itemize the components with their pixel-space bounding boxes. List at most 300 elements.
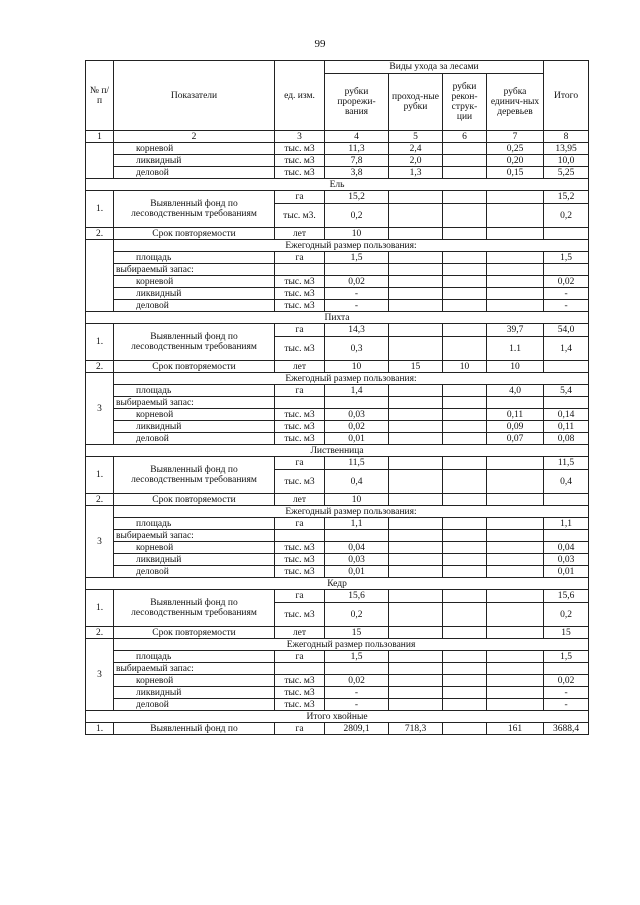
species-heading: Лиственница [86, 445, 589, 457]
unit-cell: га [275, 590, 325, 603]
unit-cell: га [275, 324, 325, 337]
unit-cell: тыс. м3 [275, 603, 325, 627]
page-number: 99 [314, 38, 326, 50]
value-cell: 0,11 [544, 421, 589, 433]
section-heading: Итого хвойные [86, 711, 589, 723]
value-cell: 0,09 [487, 421, 544, 433]
unit-cell: тыс. м3 [275, 143, 325, 155]
value-cell: 0,08 [544, 433, 589, 445]
table-row [86, 385, 589, 397]
empty-cell [544, 264, 589, 276]
value-cell [443, 699, 487, 711]
row-number-cell: 3 [86, 506, 114, 578]
value-cell [389, 288, 443, 300]
table-row [86, 518, 589, 530]
table-row [86, 191, 589, 204]
row-number-cell: 1. [86, 324, 114, 361]
indicator-label: выбираемый запас: [114, 663, 275, 675]
row-number-cell: 3 [86, 373, 114, 445]
value-cell [487, 228, 544, 240]
indicator-label: корневой [114, 409, 275, 421]
table-row [86, 627, 589, 639]
value-cell: - [325, 300, 389, 312]
value-cell: 0,4 [544, 470, 589, 494]
subsection-heading: Ежегодный размер пользования [114, 639, 589, 651]
unit-cell: лет [275, 228, 325, 240]
value-cell: 4,0 [487, 385, 544, 397]
value-cell: 0,04 [325, 542, 389, 554]
value-cell: 0,3 [325, 337, 389, 361]
value-cell: 54,0 [544, 324, 589, 337]
unit-cell: тыс. м3 [275, 699, 325, 711]
value-cell [443, 155, 487, 167]
table-row [86, 373, 589, 385]
indicator-label: Выявленный фонд по [114, 723, 275, 735]
value-cell: 11,5 [325, 457, 389, 470]
unit-cell: лет [275, 361, 325, 373]
unit-cell: га [275, 457, 325, 470]
value-cell: 15,6 [325, 590, 389, 603]
table-row [86, 264, 589, 276]
value-cell [389, 590, 443, 603]
unit-cell: га [275, 723, 325, 735]
indicator-label: корневой [114, 675, 275, 687]
value-cell [443, 191, 487, 204]
table-row [86, 155, 589, 167]
value-cell [389, 204, 443, 228]
value-cell: 0,03 [544, 554, 589, 566]
value-cell [389, 385, 443, 397]
empty-cell [487, 530, 544, 542]
header-single-trees: рубка единич-ных деревьев [487, 74, 544, 131]
value-cell [443, 276, 487, 288]
value-cell: 3688,4 [544, 723, 589, 735]
table-row [86, 566, 589, 578]
indicator-label: деловой [114, 433, 275, 445]
subsection-heading: Ежегодный размер пользования: [114, 373, 589, 385]
value-cell: 2809,1 [325, 723, 389, 735]
value-cell [389, 518, 443, 530]
value-cell: 3,8 [325, 167, 389, 179]
unit-cell: тыс. м3 [275, 337, 325, 361]
species-heading: Пихта [86, 312, 589, 324]
value-cell: 0,4 [325, 470, 389, 494]
col-number: 5 [389, 131, 443, 143]
value-cell: 14,3 [325, 324, 389, 337]
indicator-label: ликвидный [114, 155, 275, 167]
value-cell [389, 470, 443, 494]
row-number-cell: 2. [86, 627, 114, 639]
indicator-label: выбираемый запас: [114, 264, 275, 276]
row-number-cell: 2. [86, 494, 114, 506]
value-cell: 0,25 [487, 143, 544, 155]
unit-cell: тыс. м3 [275, 433, 325, 445]
value-cell [443, 433, 487, 445]
value-cell [389, 457, 443, 470]
value-cell [443, 518, 487, 530]
value-cell [389, 421, 443, 433]
value-cell [487, 651, 544, 663]
unit-cell: тыс. м3. [275, 204, 325, 228]
row-number-cell: 2. [86, 361, 114, 373]
table-row [86, 252, 589, 264]
table-row [86, 445, 589, 457]
table-row [86, 179, 589, 191]
table-row [86, 143, 589, 155]
unit-cell: лет [275, 627, 325, 639]
empty-cell [487, 264, 544, 276]
value-cell [544, 494, 589, 506]
value-cell: 1.1 [487, 337, 544, 361]
value-cell: 15 [325, 627, 389, 639]
row-number-cell: 2. [86, 228, 114, 240]
value-cell [487, 542, 544, 554]
indicator-label: деловой [114, 566, 275, 578]
value-cell: - [325, 699, 389, 711]
table-row [86, 421, 589, 433]
value-cell [487, 603, 544, 627]
empty-cell [544, 663, 589, 675]
indicator-label: площадь [114, 385, 275, 397]
unit-cell: тыс. м3 [275, 687, 325, 699]
table-row [86, 457, 589, 470]
table-row [86, 409, 589, 421]
value-cell: 1,3 [389, 167, 443, 179]
value-cell: 15,6 [544, 590, 589, 603]
row-number-cell [86, 240, 114, 312]
row-number-cell: 1. [86, 723, 114, 735]
value-cell: - [544, 300, 589, 312]
value-cell [443, 204, 487, 228]
value-cell [487, 675, 544, 687]
value-cell [443, 324, 487, 337]
value-cell [487, 204, 544, 228]
value-cell: 0,2 [544, 204, 589, 228]
table-row [86, 228, 589, 240]
value-cell: 0,02 [325, 421, 389, 433]
header-indicators: Показатели [114, 61, 275, 131]
table-row [86, 578, 589, 590]
value-cell: 0,02 [325, 276, 389, 288]
value-cell [443, 470, 487, 494]
value-cell: 0,20 [487, 155, 544, 167]
empty-cell [275, 663, 325, 675]
table-row [86, 554, 589, 566]
indicator-label: корневой [114, 143, 275, 155]
col-number: 4 [325, 131, 389, 143]
value-cell [487, 554, 544, 566]
empty-cell [443, 264, 487, 276]
value-cell [389, 324, 443, 337]
row-number-cell [86, 143, 114, 179]
value-cell [487, 300, 544, 312]
header-passage: проход-ные рубки [389, 74, 443, 131]
indicator-label: площадь [114, 651, 275, 663]
value-cell: 15 [389, 361, 443, 373]
empty-cell [275, 397, 325, 409]
empty-cell [275, 264, 325, 276]
value-cell [389, 699, 443, 711]
table-row [86, 687, 589, 699]
table-row [86, 530, 589, 542]
empty-cell [275, 530, 325, 542]
value-cell [443, 542, 487, 554]
value-cell [389, 675, 443, 687]
header-total: Итого [544, 61, 589, 131]
value-cell [487, 276, 544, 288]
value-cell [487, 470, 544, 494]
value-cell [389, 651, 443, 663]
value-cell: - [544, 288, 589, 300]
unit-cell: тыс. м3 [275, 542, 325, 554]
value-cell [487, 457, 544, 470]
value-cell [443, 494, 487, 506]
value-cell [389, 687, 443, 699]
value-cell [443, 687, 487, 699]
table-row [86, 288, 589, 300]
value-cell [443, 288, 487, 300]
unit-cell: тыс. м3 [275, 675, 325, 687]
value-cell: 1,1 [325, 518, 389, 530]
empty-cell [325, 264, 389, 276]
value-cell [389, 276, 443, 288]
indicator-label: Срок повторяемости [114, 228, 275, 240]
unit-cell: тыс. м3 [275, 566, 325, 578]
value-cell: 0,02 [544, 276, 589, 288]
empty-cell [389, 264, 443, 276]
indicator-label: ликвидный [114, 421, 275, 433]
value-cell: - [325, 687, 389, 699]
table-row [86, 324, 589, 337]
indicator-label: ликвидный [114, 288, 275, 300]
value-cell: 161 [487, 723, 544, 735]
value-cell [443, 457, 487, 470]
table-row [86, 639, 589, 651]
col-number: 2 [114, 131, 275, 143]
value-cell: 0,14 [544, 409, 589, 421]
value-cell [443, 590, 487, 603]
table-row [86, 711, 589, 723]
indicator-label: деловой [114, 699, 275, 711]
value-cell: 1,5 [325, 651, 389, 663]
empty-cell [487, 663, 544, 675]
indicator-label: деловой [114, 300, 275, 312]
table-row [86, 542, 589, 554]
indicator-label: площадь [114, 518, 275, 530]
value-cell: 2,4 [389, 143, 443, 155]
table-row [86, 300, 589, 312]
indicator-label: деловой [114, 167, 275, 179]
row-number-cell: 1. [86, 191, 114, 228]
value-cell: 5,25 [544, 167, 589, 179]
value-cell: 0,15 [487, 167, 544, 179]
table-row [86, 361, 589, 373]
value-cell [443, 675, 487, 687]
value-cell: 15 [544, 627, 589, 639]
value-cell [389, 433, 443, 445]
row-number-cell: 3 [86, 639, 114, 711]
value-cell [389, 409, 443, 421]
empty-cell [544, 530, 589, 542]
species-heading: Ель [86, 179, 589, 191]
value-cell [487, 687, 544, 699]
value-cell: 1,5 [544, 651, 589, 663]
unit-cell: га [275, 518, 325, 530]
value-cell: 0,01 [325, 566, 389, 578]
value-cell [544, 228, 589, 240]
value-cell [389, 603, 443, 627]
value-cell [443, 143, 487, 155]
col-number: 3 [275, 131, 325, 143]
empty-cell [443, 663, 487, 675]
value-cell [443, 228, 487, 240]
value-cell: 0,2 [325, 204, 389, 228]
value-cell [389, 228, 443, 240]
col-number: 6 [443, 131, 487, 143]
value-cell [487, 252, 544, 264]
forest-care-table [85, 60, 589, 735]
value-cell: 0,03 [325, 409, 389, 421]
unit-cell: тыс. м3 [275, 409, 325, 421]
value-cell [389, 191, 443, 204]
subsection-heading: Ежегодный размер пользования: [114, 240, 589, 252]
empty-cell [443, 530, 487, 542]
indicator-label: Выявленный фонд по лесоводственным требованиям [114, 324, 275, 361]
indicator-label: Выявленный фонд по лесоводственным требованиям [114, 191, 275, 228]
value-cell [443, 554, 487, 566]
value-cell: 39,7 [487, 324, 544, 337]
unit-cell: тыс. м3 [275, 300, 325, 312]
row-number-cell: 1. [86, 590, 114, 627]
table-row [86, 312, 589, 324]
indicator-label: площадь [114, 252, 275, 264]
indicator-label: ликвидный [114, 554, 275, 566]
value-cell: 1,5 [325, 252, 389, 264]
value-cell: 15,2 [325, 191, 389, 204]
value-cell: 5,4 [544, 385, 589, 397]
empty-cell [389, 397, 443, 409]
value-cell: 1,4 [544, 337, 589, 361]
value-cell: 0,01 [325, 433, 389, 445]
table-row [86, 663, 589, 675]
value-cell [487, 518, 544, 530]
value-cell: 718,3 [389, 723, 443, 735]
value-cell: 0,11 [487, 409, 544, 421]
unit-cell: тыс. м3 [275, 167, 325, 179]
empty-cell [325, 663, 389, 675]
value-cell [443, 627, 487, 639]
value-cell: 15,2 [544, 191, 589, 204]
indicator-label: Выявленный фонд по лесоводственным требованиям [114, 590, 275, 627]
value-cell: 10 [325, 228, 389, 240]
value-cell: - [544, 687, 589, 699]
value-cell: 0,2 [544, 603, 589, 627]
empty-cell [389, 663, 443, 675]
value-cell [443, 300, 487, 312]
unit-cell: тыс. м3 [275, 421, 325, 433]
indicator-label: Срок повторяемости [114, 494, 275, 506]
value-cell [487, 566, 544, 578]
value-cell [487, 699, 544, 711]
indicator-label: ликвидный [114, 687, 275, 699]
unit-cell: тыс. м3 [275, 276, 325, 288]
indicator-label: корневой [114, 542, 275, 554]
table-row [86, 276, 589, 288]
value-cell: - [325, 288, 389, 300]
value-cell [487, 288, 544, 300]
value-cell [389, 300, 443, 312]
table-row [86, 651, 589, 663]
value-cell: 0,02 [544, 675, 589, 687]
table-row [86, 494, 589, 506]
value-cell [389, 252, 443, 264]
value-cell: 10 [325, 361, 389, 373]
value-cell: 0,2 [325, 603, 389, 627]
value-cell: 13,95 [544, 143, 589, 155]
header-reconstruction: рубки рекон-струк-ции [443, 74, 487, 131]
value-cell [443, 603, 487, 627]
header-thinning: рубки прорежи-вания [325, 74, 389, 131]
empty-cell [389, 530, 443, 542]
header-num: № п/п [86, 61, 114, 131]
empty-cell [544, 397, 589, 409]
value-cell [443, 409, 487, 421]
value-cell [487, 191, 544, 204]
row-number-cell: 1. [86, 457, 114, 494]
species-heading: Кедр [86, 578, 589, 590]
value-cell: 1,4 [325, 385, 389, 397]
value-cell [389, 494, 443, 506]
header-unit: ед. изм. [275, 61, 325, 131]
value-cell: 10 [325, 494, 389, 506]
value-cell: 0,07 [487, 433, 544, 445]
table-row [86, 506, 589, 518]
unit-cell: тыс. м3 [275, 554, 325, 566]
value-cell [389, 542, 443, 554]
value-cell: 0,03 [325, 554, 389, 566]
value-cell: 10 [443, 361, 487, 373]
value-cell [443, 385, 487, 397]
col-number: 8 [544, 131, 589, 143]
table-row [86, 675, 589, 687]
table-row [86, 433, 589, 445]
value-cell: 10 [487, 361, 544, 373]
table-row [86, 167, 589, 179]
subsection-heading: Ежегодный размер пользования: [114, 506, 589, 518]
value-cell [487, 494, 544, 506]
unit-cell: га [275, 252, 325, 264]
value-cell [443, 337, 487, 361]
value-cell: 10,0 [544, 155, 589, 167]
value-cell [389, 566, 443, 578]
value-cell [443, 421, 487, 433]
indicator-label: выбираемый запас: [114, 397, 275, 409]
value-cell: 0,02 [325, 675, 389, 687]
indicator-label: Срок повторяемости [114, 361, 275, 373]
table-row [86, 699, 589, 711]
value-cell [389, 554, 443, 566]
value-cell [443, 252, 487, 264]
table-row [86, 590, 589, 603]
value-cell [389, 627, 443, 639]
empty-cell [325, 397, 389, 409]
table-row [86, 240, 589, 252]
unit-cell: га [275, 651, 325, 663]
unit-cell: тыс. м3 [275, 470, 325, 494]
col-number: 1 [86, 131, 114, 143]
unit-cell: лет [275, 494, 325, 506]
empty-cell [487, 397, 544, 409]
